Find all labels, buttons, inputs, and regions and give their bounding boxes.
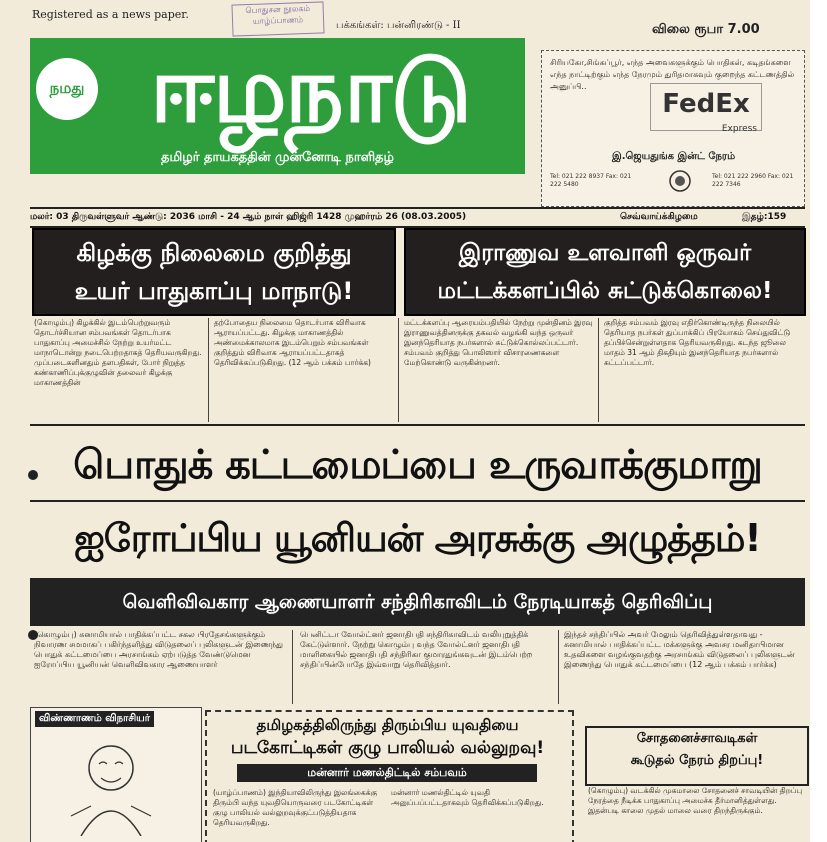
checkpoint-story: (கொழும்பு) வடக்கில் முகமாலை சோதனைச் சாவடியின் திறப்பு நேரத்தை நீடிக்க பாதுகாப்பு அமைச்சு தீர்மானித்துள்ளது. இதன்படி காலை முதல் மாலை வரை திறந்திருக்கும்.: [588, 786, 803, 815]
top-rule: [30, 207, 805, 209]
tn-story-col-2: மன்னார் மணல்திட்டில் யுவதி அனுப்பப்பட்டதாகவும் தெரிவிக்கப்படுகிறது.: [391, 788, 544, 807]
headline-divider: [30, 500, 805, 502]
masthead-circle: நமது: [36, 58, 98, 120]
dateline-issue: இதழ்:159: [742, 212, 787, 222]
headline-right-line1: இராணுவ உளவாளி ஒருவர்: [458, 240, 752, 266]
main-story-col-3: இந்தச் சந்திப்பில் அவர் மேலும் தெரிவித்துள்ளதாவது - சுனாமியால் பாதிக்கப்பட்ட மக்களுக்கு அவசர மனிதாபிமான உதவிகளை வழங்குவதற்கு அரசாங்கம் விடுதலைப் புலிகளுடன் இணைந்து பொதுக் கட்டமைப்பை (12 ஆம் பக்கம் பார்க்க): [564, 630, 795, 669]
main-story-col-2: பெனிட்டா வோல்ட்னர் ஜனாதிபதி சந்திரிகாவிடம் வலியுறுத்திக் கேட்டுள்ளார். நேற்று கொழும்பு வந்த வோல்ட்னர் ஜனாதிபதி மாளிகையில் ஜனாதிபதி சந்திரிகா குமாரதுங்கவுடன் இடம்பெற்ற சந்திப்பின்போதே இவ்வாறு தெரிவித்தார்.: [300, 630, 533, 669]
checkpoint-headline-line2: கூடுதல் நேரம் திறப்பு!: [630, 753, 764, 768]
tamilnadu-story-box: [205, 710, 574, 842]
fedex-sub: Express: [721, 124, 757, 134]
advert-text: சிரியகோ,சிங்கப்பூர், எந்த அவைகளுக்கும் பொதிகள், கடிதங்களை எந்த நாட்டிற்கும் எந்த நேரமும் துரிதமாகவும் குறைந்த கட்டணத்தில் அனுப்பி..: [550, 58, 795, 91]
tn-subhead: மன்னார் மணல்திட்டில் சம்பவம்: [237, 764, 537, 782]
page-margin: [810, 0, 827, 842]
col-rule: [292, 630, 293, 704]
advert-contact-left: Tel: 021 222 8937 Fax: 021 222 5480: [550, 173, 632, 188]
headline-left-line1: கிழக்கு நிலைமை குறித்து: [76, 239, 352, 267]
col-rule: [558, 630, 559, 704]
cartoon-box: [30, 707, 202, 842]
fedex-logo: [650, 83, 762, 134]
story-col-1: (கொழும்பு) கிழக்கில் இடம்பெற்றுவரும் தொடர்ச்சியான சம்பவங்கள் தொடர்பாக பாதுகாப்பு அமைச்சில் நேற்று உயர்மட்ட மாநாடொன்று நடைபெற்றதாகத் தெரியவருகிறது. முப்படைகளினதும் தளபதிகள், போர் நிறுத்த கண்காணிப்புக்குழுவின் தலைவர் கிழக்கு மாகாணத்தின்: [34, 318, 202, 387]
tn-headline-line1: தமிழகத்திலிருந்து திரும்பிய யுவதியை: [256, 716, 519, 734]
col-rule: [598, 318, 599, 422]
headline-left-box: [32, 228, 396, 316]
newspaper-title: ஈழநாடு: [149, 36, 471, 143]
masthead: [30, 38, 525, 174]
headline-right-line2: மட்டக்களப்பில் சுட்டுக்கொலை!: [437, 278, 773, 304]
story-col-2: தற்போதைய நிலைமை தொடர்பாக விரிவாக ஆராயப்பட்டது. கிழக்கு மாகாணத்தில் அண்மைக்காலமாக இடம்பெறும் சம்பவங்கள் குறித்தும் விரிவாக ஆராயப்பட்டதாகத் தெரிவிக்கப்படுகிறது. (12 ஆம் பக்கம் பார்க்க): [214, 318, 371, 367]
dateline: [30, 210, 805, 226]
main-headline-line1: பொதுக் கட்டமைப்பை உருவாக்குமாறு: [73, 442, 762, 488]
price: விலை ரூபா 7.00: [652, 22, 760, 37]
library-stamp: பொதுசன நூலகம் யாழ்ப்பாணம்: [231, 1, 324, 36]
checkpoint-headline-line1: சோதனைச்சாவடிகள்: [636, 731, 758, 746]
story-col-4: குறித்த சம்பவம் இரவு எதிர்கொண்டிருந்த நிலையில் தெரியாத நபர்கள் துப்பாக்கிப் பிரயோகம் செய்துவிட்டு தப்பிச்சென்றுள்ளதாக தெரியவருகிறது. கடந்த ஜூலை மாதம் 31 ஆம் திகதியும் இனந்தெரியாத நபர்களால் சுட்டப்பட்டார்.: [604, 318, 791, 367]
emblem-icon: [668, 169, 692, 193]
registered-note: Registered as a news paper.: [32, 8, 189, 21]
tn-headline-line2: படகோட்டிகள் குழு பாலியல் வல்லுறவு!: [230, 738, 545, 758]
advert-agent: இ.ஜெயதுங்க இன்ட் நேரம்: [612, 151, 736, 162]
fedex-advert: [541, 50, 805, 207]
story-col-3: மட்டக்களப்பு ஆரையம்பதியில் நேற்று முன்தினம் இரவு இராணுவத்தினருக்கு தகவல் வழங்கி வந்த ஒருவர் இனந்தெரியாத நபர்களால் சுட்டுக்கொல்லப்பட்டார். சம்பவம் குறித்து பொலிஸார் விசாரணைகளை மேற்கொண்டு வருகின்றனர்.: [404, 318, 593, 367]
col-rule: [398, 318, 399, 422]
checkpoint-headline-box: [585, 726, 809, 786]
cartoon-figure-icon: [51, 736, 181, 836]
headline-right-box: [404, 228, 806, 316]
advert-contact-right: Tel: 021 222 2960 Fax: 021 222 7346: [712, 173, 794, 188]
tn-story-col-1: (யாழ்ப்பாணம்) இந்தியாவிலிருந்து இலங்கைக்கு திரும்பி வந்த யுவதியொருவரை படகோட்டிகள் குழு பாலியல் வல்லுறவுக்குட்படுத்தியதாக தெரியவருகிறது.: [213, 788, 378, 827]
main-story-col-1: (கொழும்பு) சுனாமியால் பாதிக்கப்பட்ட சகல பிரதேசங்களுக்கும் நிவாரண சமமாகப் பகிர்ந்தளித்து விடுதலைப் புலிகளுடன் இணைந்து பொதுக் கட்டமைப்பை அரசாங்கம் ஏற்படுத்த வேண்டுமென ஐரோப்பிய யூனியன் வெளிவிவகார ஆணையாளர்: [34, 630, 283, 669]
subheadline-bar: வெளிவிவகார ஆணையாளர் சந்திரிகாவிடம் நேரடியாகத் தெரிவிப்பு: [30, 578, 805, 626]
section-rule: [30, 424, 805, 426]
dateline-text: மலர்: 03 திருவள்ளுவர் ஆண்டு: 2036 மாசி - 24 ஆம் நாள் ஹிஜ்ரி 1428 முஹர்ரம் 26 (08.03.2005): [30, 212, 467, 222]
page-count: பக்கங்கள்: பன்னிரண்டு - II: [336, 20, 461, 31]
cartoon-title: விண்ணாணம் விநாசியர்: [35, 711, 154, 727]
dateline-day: செவ்வாய்க்கிழமை: [620, 212, 698, 222]
main-headline-line2: ஐரோப்பிய யூனியன் அரசுக்கு அழுத்தம்!: [74, 516, 761, 560]
headline-left-line2: உயர் பாதுகாப்பு மாநாடு!: [74, 277, 354, 305]
fedex-brand: FedEx: [662, 89, 750, 119]
col-rule: [208, 318, 209, 422]
tagline: தமிழர் தாயகத்தின் முன்னோடி நாளிதழ்: [161, 150, 394, 165]
